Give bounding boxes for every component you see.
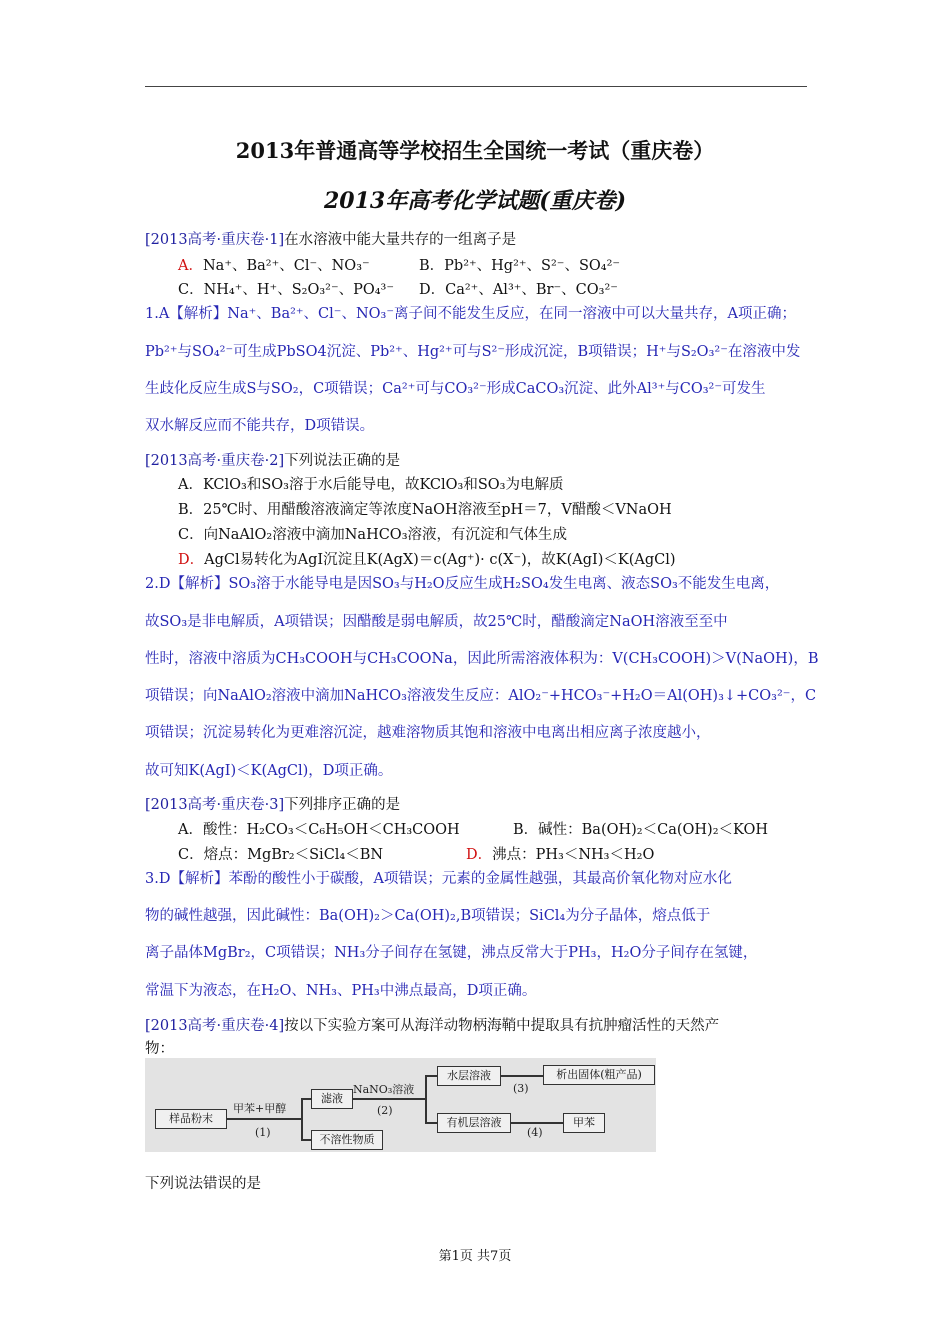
question-2-option-b: B．25℃时、用醋酸溶液滴定等浓度NaOH溶液至pH＝7，V醋酸＜VNaOH [178, 502, 672, 518]
question-2-analysis-line: 项错误；向NaAlO₂溶液中滴加NaHCO₃溶液发生反应：AlO₂⁻+HCO₃⁻+H₂O＝Al(OH)₃↓+CO₃²⁻，C [145, 688, 817, 704]
question-4-stem-line2: 物： [145, 1041, 174, 1057]
flow-arrow [227, 1118, 301, 1120]
question-4-prompt: 下列说法错误的是 [145, 1176, 261, 1192]
flow-arrow [511, 1122, 563, 1124]
question-2-analysis-line: 故可知K(AgI)＜K(AgCl)，D项正确。 [145, 763, 393, 779]
flow-step-3: (3) [513, 1082, 529, 1095]
question-source: [2013高考·重庆卷·1] [145, 232, 285, 248]
question-source: [2013高考·重庆卷·2] [145, 453, 285, 469]
question-2-option-a: A．KClO₃和SO₃溶于水后能导电，故KClO₃和SO₃为电解质 [178, 477, 564, 493]
flow-filtrate-box: 滤液 [311, 1089, 353, 1109]
exam-subtitle: 2013年高考化学试题(重庆卷) [323, 188, 627, 214]
question-1-analysis-line: Pb²⁺与SO₄²⁻可生成PbSO4沉淀、Pb²⁺、Hg²⁺可与S²⁻形成沉淀，B项错误；H⁺与S₂O₃²⁻在溶液中发 [145, 344, 801, 360]
flow-sample-box: 样品粉末 [155, 1109, 227, 1129]
flow-toluene-box: 甲苯 [563, 1113, 605, 1133]
flow-arrow [501, 1075, 543, 1077]
flow-arrow [353, 1098, 425, 1100]
question-source: [2013高考·重庆卷·4] [145, 1018, 285, 1034]
flow-step-1: (1) [255, 1126, 271, 1139]
question-3-option-b: B．碱性：Ba(OH)₂＜Ca(OH)₂＜KOH [513, 822, 768, 838]
question-2-option-c: C．向NaAlO₂溶液中滴加NaHCO₃溶液，有沉淀和气体生成 [178, 527, 568, 543]
question-3-option-c: C．熔点：MgBr₂＜SiCl₄＜BN [178, 847, 384, 863]
flow-reagent-2: NaNO₃溶液 [353, 1083, 415, 1096]
question-2-stem: [2013高考·重庆卷·2]下列说法正确的是 [145, 453, 401, 469]
question-3-analysis-line: 常温下为液态，在H₂O、NH₃、PH₃中沸点最高，D项正确。 [145, 983, 537, 999]
page-footer: 第1页 共7页 [438, 1249, 512, 1264]
flow-insoluble-box: 不溶性物质 [311, 1130, 383, 1150]
question-3-option-d: D．沸点：PH₃＜NH₃＜H₂O [466, 847, 655, 863]
question-1-option-c: C．NH₄⁺、H⁺、S₂O₃²⁻、PO₄³⁻ [178, 282, 395, 298]
experiment-flowchart [145, 1058, 656, 1152]
question-3-option-a: A．酸性：H₂CO₃＜C₆H₅OH＜CH₃COOH [178, 822, 460, 838]
question-1-stem: [2013高考·重庆卷·1]在水溶液中能大量共存的一组离子是 [145, 232, 517, 248]
flow-branch-line [425, 1075, 427, 1123]
question-3-analysis-line: 3.D【解析】苯酚的酸性小于碳酸，A项错误；元素的金属性越强，其最高价氧化物对应水化 [145, 871, 732, 887]
question-4-stem: [2013高考·重庆卷·4]按以下实验方案可从海洋动物柄海鞘中提取具有抗肿瘤活性的天然产 [145, 1018, 720, 1034]
question-1-analysis-line: 1.A【解析】Na⁺、Ba²⁺、Cl⁻、NO₃⁻离子间不能发生反应，在同一溶液中可以大量共存，A项正确； [145, 306, 796, 322]
flow-organic-box: 有机层溶液 [437, 1113, 511, 1133]
flow-step-4: (4) [527, 1126, 543, 1139]
question-1-option-a: A．Na⁺、Ba²⁺、Cl⁻、NO₃⁻ [178, 258, 370, 274]
flow-branch-line [301, 1098, 303, 1140]
question-2-analysis-line: 项错误；沉淀易转化为更难溶沉淀，越难溶物质其饱和溶液中电离出相应离子浓度越小， [145, 725, 711, 741]
question-1-option-d: D．Ca²⁺、Al³⁺、Br⁻、CO₃²⁻ [419, 282, 618, 298]
flow-step-2: (2) [377, 1104, 393, 1117]
question-2-analysis-line: 故SO₃是非电解质，A项错误；因醋酸是弱电解质，故25℃时，醋酸滴定NaOH溶液至至中 [145, 614, 728, 630]
question-3-stem: [2013高考·重庆卷·3]下列排序正确的是 [145, 797, 401, 813]
flow-solid-box: 析出固体(粗产品) [543, 1065, 655, 1085]
question-3-analysis-line: 物的碱性越强，因此碱性：Ba(OH)₂＞Ca(OH)₂,B项错误；SiCl₄为分子晶体，熔点低于 [145, 908, 711, 924]
question-2-option-d: D．AgCl易转化为AgI沉淀且K(AgX)＝c(Ag⁺)· c(X⁻)，故K(AgI)＜K(AgCl) [178, 552, 676, 568]
exam-title: 2013年普通高等学校招生全国统一考试（重庆卷） [235, 138, 715, 163]
question-1-analysis-line: 生歧化反应生成S与SO₂，C项错误；Ca²⁺可与CO₃²⁻形成CaCO₃沉淀、此外Al³⁺与CO₃²⁻可发生 [145, 381, 766, 397]
question-2-analysis-line: 2.D【解析】SO₃溶于水能导电是因SO₃与H₂O反应生成H₂SO₄发生电离、液态SO₃不能发生电离， [145, 576, 780, 592]
flow-reagent-1: 甲苯+甲醇 [233, 1102, 287, 1115]
question-2-analysis-line: 性时，溶液中溶质为CH₃COOH与CH₃COONa，因此所需溶液体积为：V(CH₃COOH)＞V(NaOH)，B [145, 651, 819, 667]
top-rule [145, 86, 807, 87]
question-1-analysis-line: 双水解反应而不能共存，D项错误。 [145, 418, 375, 434]
question-3-analysis-line: 离子晶体MgBr₂，C项错误；NH₃分子间存在氢键，沸点反常大于PH₃，H₂O分子间存在氢键， [145, 945, 758, 961]
flow-aqueous-box: 水层溶液 [437, 1066, 501, 1086]
question-source: [2013高考·重庆卷·3] [145, 797, 285, 813]
question-1-option-b: B．Pb²⁺、Hg²⁺、S²⁻、SO₄²⁻ [419, 258, 621, 274]
